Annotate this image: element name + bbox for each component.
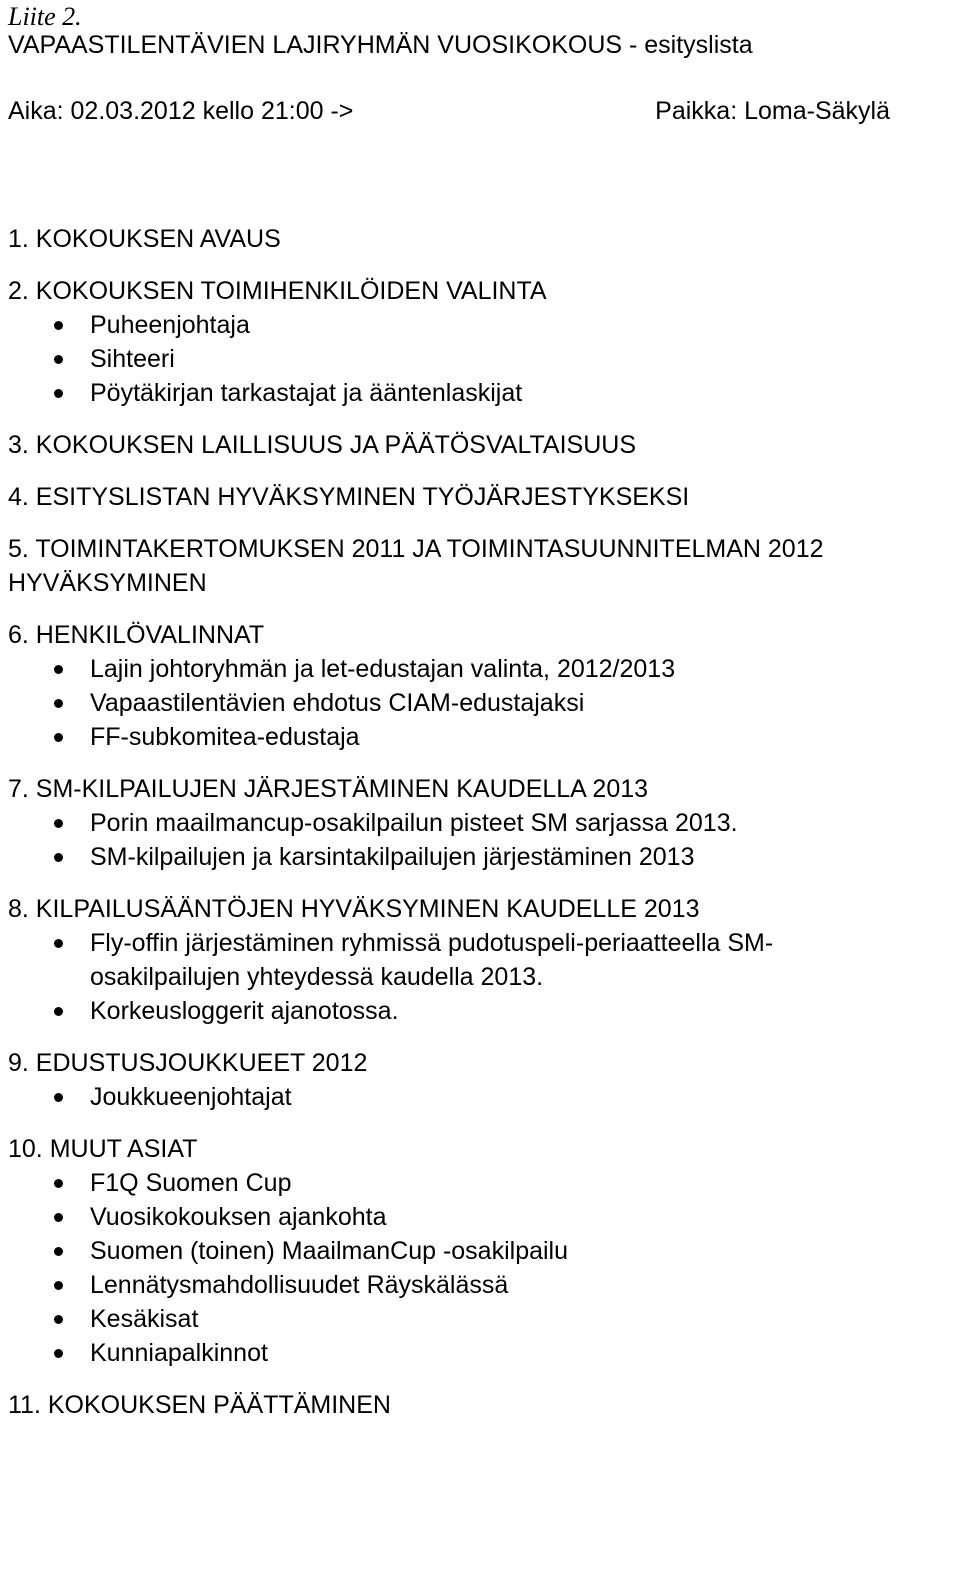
agenda-bullet-item: Lajin johtoryhmän ja let-edustajan valinta, 2012/2013 xyxy=(8,652,880,686)
attachment-label: Liite 2. xyxy=(8,2,82,31)
meeting-time: Aika: 02.03.2012 kello 21:00 -> xyxy=(8,97,354,125)
agenda-bullet-item: Puheenjohtaja xyxy=(8,308,880,342)
agenda-section-heading: 2. KOKOUKSEN TOIMIHENKILÖIDEN VALINTA xyxy=(8,277,547,305)
agenda-section-heading: 8. KILPAILUSÄÄNTÖJEN HYVÄKSYMINEN KAUDELLE 2013 xyxy=(8,895,700,923)
agenda-section xyxy=(8,892,952,1028)
agenda-bullet-item: Vuosikokouksen ajankohta xyxy=(8,1200,880,1234)
agenda-bullet-item: Joukkueenjohtajat xyxy=(8,1080,880,1114)
agenda-bullet-item: Vapaastilentävien ehdotus CIAM-edustajaksi xyxy=(8,686,880,720)
meeting-place: Paikka: Loma-Säkylä xyxy=(655,97,890,125)
agenda-bullet-list xyxy=(8,308,952,410)
agenda-bullet-item: Korkeusloggerit ajanotossa. xyxy=(8,994,880,1028)
agenda-section xyxy=(8,1046,952,1114)
agenda-bullet-item: Kesäkisat xyxy=(8,1302,880,1336)
agenda-section xyxy=(8,274,952,410)
agenda-bullet-item: Porin maailmancup-osakilpailun pisteet SM sarjassa 2013. xyxy=(8,806,880,840)
agenda-section-heading: 5. TOIMINTAKERTOMUKSEN 2011 JA TOIMINTASUUNNITELMAN 2012 HYVÄKSYMINEN xyxy=(8,535,824,597)
agenda-section xyxy=(8,480,952,514)
agenda-section-heading: 3. KOKOUKSEN LAILLISUUS JA PÄÄTÖSVALTAISUUS xyxy=(8,431,636,459)
agenda-bullet-item: FF-subkomitea-edustaja xyxy=(8,720,880,754)
agenda-bullet-item: F1Q Suomen Cup xyxy=(8,1166,880,1200)
agenda-bullet-item: Pöytäkirjan tarkastajat ja ääntenlaskijat xyxy=(8,376,880,410)
agenda-bullet-list xyxy=(8,806,952,874)
agenda-list xyxy=(8,222,952,1440)
agenda-section xyxy=(8,1132,952,1370)
agenda-bullet-list xyxy=(8,1166,952,1370)
agenda-section-heading: 1. KOKOUKSEN AVAUS xyxy=(8,225,281,253)
agenda-section-heading: 11. KOKOUKSEN PÄÄTTÄMINEN xyxy=(8,1391,391,1419)
agenda-bullet-item: Suomen (toinen) MaailmanCup -osakilpailu xyxy=(8,1234,880,1268)
agenda-bullet-list xyxy=(8,926,952,1028)
agenda-section-heading: 10. MUUT ASIAT xyxy=(8,1135,198,1163)
agenda-section-heading: 9. EDUSTUSJOUKKUEET 2012 xyxy=(8,1049,368,1077)
agenda-bullet-list xyxy=(8,1080,952,1114)
agenda-bullet-item: Kunniapalkinnot xyxy=(8,1336,880,1370)
agenda-bullet-item: Lennätysmahdollisuudet Räyskälässä xyxy=(8,1268,880,1302)
agenda-bullet-item: Sihteeri xyxy=(8,342,880,376)
agenda-bullet-list xyxy=(8,652,952,754)
agenda-section xyxy=(8,222,952,256)
agenda-section xyxy=(8,772,952,874)
agenda-section-heading: 4. ESITYSLISTAN HYVÄKSYMINEN TYÖJÄRJESTYKSEKSI xyxy=(8,483,690,511)
agenda-section-heading: 6. HENKILÖVALINNAT xyxy=(8,621,265,649)
agenda-section-heading: 7. SM-KILPAILUJEN JÄRJESTÄMINEN KAUDELLA 2013 xyxy=(8,775,649,803)
agenda-section xyxy=(8,618,952,754)
agenda-section xyxy=(8,532,952,600)
agenda-section xyxy=(8,428,952,462)
agenda-section xyxy=(8,1388,952,1422)
document-title: VAPAASTILENTÄVIEN LAJIRYHMÄN VUOSIKOKOUS - esityslista xyxy=(8,31,753,59)
agenda-bullet-item: Fly-offin järjestäminen ryhmissä pudotuspeli-periaatteella SM-osakilpailujen yhteydessä kaudella 2013. xyxy=(8,926,880,994)
agenda-bullet-item: SM-kilpailujen ja karsintakilpailujen järjestäminen 2013 xyxy=(8,840,880,874)
